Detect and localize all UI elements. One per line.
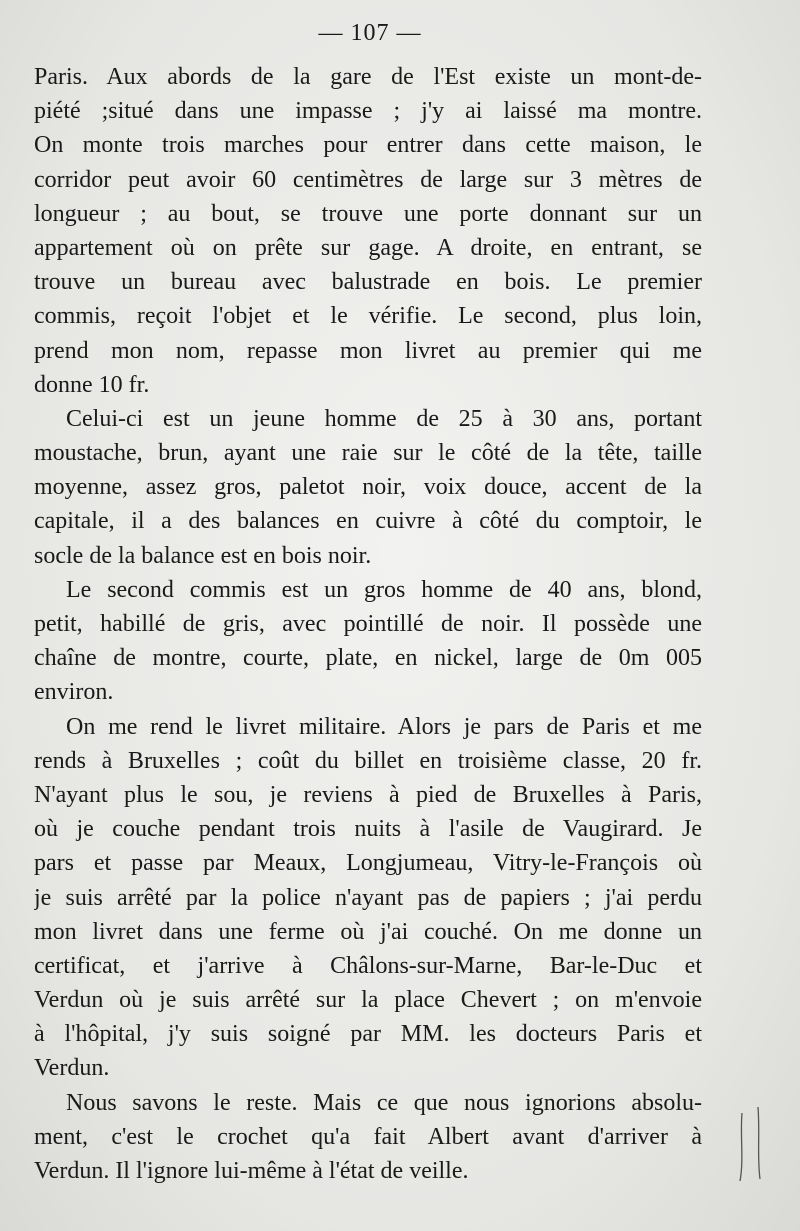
page-number: — 107 — [318, 20, 422, 46]
text-line: On monte trois marches pour entrer dans cette maison, le [34, 132, 702, 159]
text-line: corridor peut avoir 60 centimètres de large sur 3 mètres de [34, 166, 702, 193]
text-line: où je couche pendant trois nuits à l'asile de Vaugirard. Je [34, 816, 702, 843]
text-line: donne 10 fr. [34, 371, 150, 398]
margin-pencil-mark [730, 1105, 770, 1185]
text-line: trouve un bureau avec balustrade en bois. Le premier [34, 269, 702, 296]
text-line: environ. [34, 679, 114, 706]
text-line: Le second commis est un gros homme de 40 ans, blond, [66, 576, 702, 603]
body-text [34, 60, 702, 1188]
text-line: N'ayant plus le sou, je reviens à pied de Bruxelles à Paris, [34, 781, 702, 808]
text-line: rends à Bruxelles ; coût du billet en troisième classe, 20 fr. [34, 747, 702, 774]
text-line: Verdun. Il l'ignore lui-même à l'état de veille. [34, 1158, 469, 1184]
text-line: certificat, et j'arrive à Châlons-sur-Marne, Bar-le-Duc et [34, 952, 702, 979]
text-line: commis, reçoit l'objet et le vérifie. Le second, plus loin, [34, 303, 702, 330]
text-line: chaîne de montre, courte, plate, en nickel, large de 0m 005 [34, 645, 702, 672]
text-line: capitale, il a des balances en cuivre à côté du comptoir, le [34, 508, 702, 535]
text-line: socle de la balance est en bois noir. [34, 542, 372, 569]
text-line: moustache, brun, ayant une raie sur le côté de la tête, taille [34, 440, 702, 467]
text-line: Paris. Aux abords de la gare de l'Est existe un mont-de- [34, 64, 702, 90]
text-line: Verdun où je suis arrêté sur la place Chevert ; on m'envoie [34, 987, 702, 1014]
text-line: petit, habillé de gris, avec pointillé de noir. Il possède une [34, 611, 702, 637]
text-line: à l'hôpital, j'y suis soigné par MM. les docteurs Paris et [34, 1021, 702, 1048]
text-line: prend mon nom, repasse mon livret au premier qui me [34, 337, 702, 364]
text-line: ment, c'est le crochet qu'a fait Albert avant d'arriver à [34, 1123, 702, 1150]
text-line: piété ;situé dans une impasse ; j'y ai laissé ma montre. [34, 98, 702, 125]
text-line: Nous savons le reste. Mais ce que nous ignorions absolu- [66, 1089, 702, 1116]
text-line: mon livret dans une ferme où j'ai couché. On me donne un [34, 918, 702, 945]
text-line: je suis arrêté par la police n'ayant pas de papiers ; j'ai perdu [34, 884, 702, 911]
text-line: pars et passe par Meaux, Longjumeau, Vitry-le-François où [34, 850, 702, 877]
text-line: appartement où on prête sur gage. A droite, en entrant, se [34, 234, 702, 261]
text-line: Celui-ci est un jeune homme de 25 à 30 ans, portant [66, 405, 702, 432]
text-line: Verdun. [34, 1055, 110, 1082]
text-line: longueur ; au bout, se trouve une porte donnant sur un [34, 200, 702, 227]
text-line: moyenne, assez gros, paletot noir, voix douce, accent de la [34, 474, 702, 501]
text-line: On me rend le livret militaire. Alors je pars de Paris et me [66, 713, 702, 740]
